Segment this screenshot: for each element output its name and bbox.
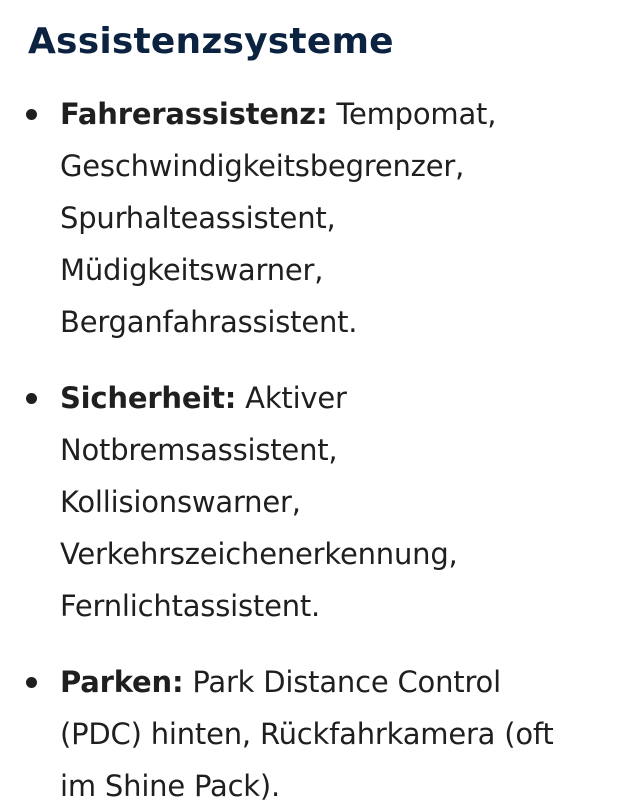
item-text: Aktiver [236, 381, 347, 415]
item-text-line: Fernlichtassistent. [60, 589, 321, 623]
item-first-line [60, 88, 624, 140]
feature-list [0, 88, 644, 812]
list-item-driver-assistance [0, 88, 644, 348]
list-item-parking [0, 656, 644, 812]
item-term: Sicherheit: [60, 381, 237, 415]
item-term: Fahrerassistenz: [60, 97, 328, 131]
item-first-line [60, 656, 624, 708]
item-text-line: Geschwindigkeitsbegrenzer, [60, 149, 465, 183]
list-item-safety [0, 372, 644, 632]
item-text: Tempomat, [327, 97, 497, 131]
bullet-icon [26, 677, 37, 688]
item-text-line: Spurhalteassistent, [60, 201, 336, 235]
item-text-line: Notbremsassistent, [60, 433, 338, 467]
item-text: Park Distance Control [183, 665, 501, 699]
item-text-line: im Shine Pack). [60, 769, 281, 803]
bullet-icon [26, 393, 37, 404]
bullet-icon [26, 109, 37, 120]
item-text-line: Kollisionswarner, [60, 485, 301, 519]
item-first-line [60, 372, 624, 424]
item-text-line: Verkehrszeichenerkennung, [60, 537, 458, 571]
item-text-line: Müdigkeitswarner, [60, 253, 324, 287]
item-term: Parken: [60, 665, 184, 699]
section-heading: Assistenzsysteme [28, 21, 394, 62]
item-text-line: (PDC) hinten, Rückfahrkamera (oft [60, 717, 554, 751]
item-text-line: Berganfahrassistent. [60, 305, 358, 339]
